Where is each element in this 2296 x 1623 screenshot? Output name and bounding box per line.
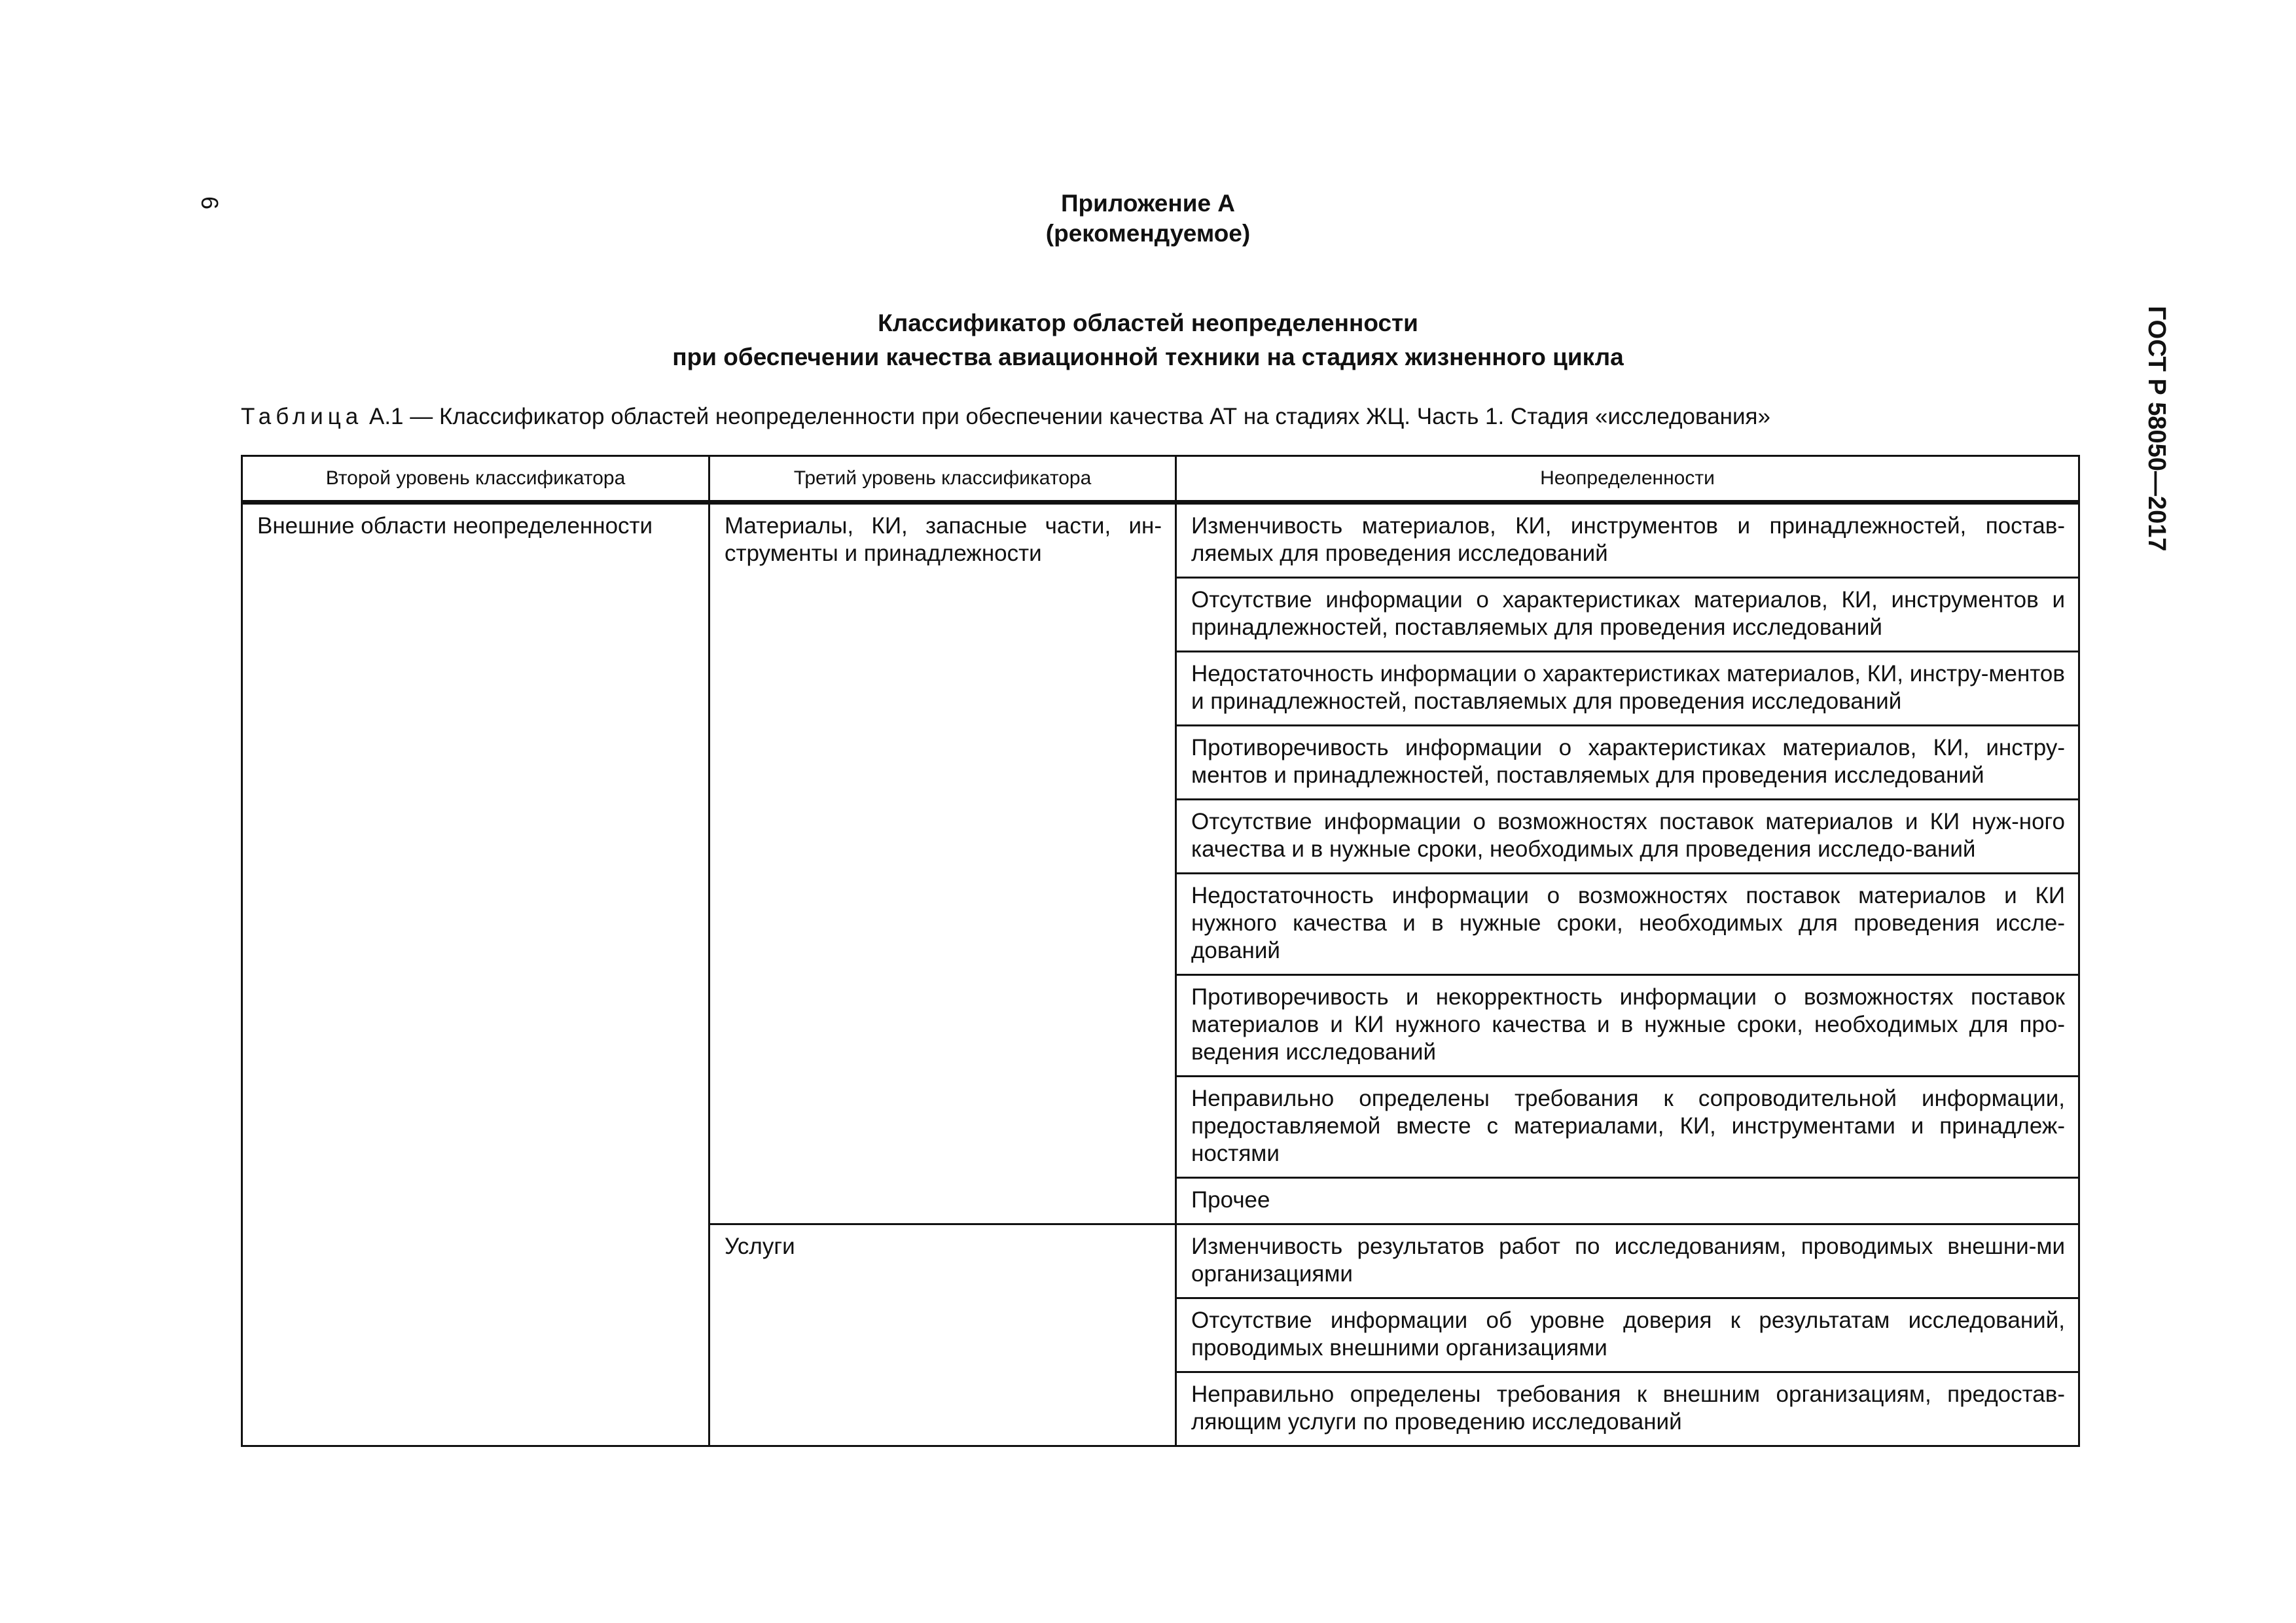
page-number: 6 — [196, 196, 223, 210]
uncertainty-cell: Неправильно определены требования к сопроводительной информации, предоставляемой вместе с материалами, КИ, инструментами и принадлеж-ностями — [1176, 1077, 2079, 1178]
uncertainty-cell: Противоречивость информации о характеристиках материалов, КИ, инстру-ментов и принадлежностей, поставляемых для проведения исследований — [1176, 726, 2079, 800]
uncertainty-cell: Отсутствие информации о характеристиках материалов, КИ, инструментов и принадлежностей, поставляемых для проведения исследований — [1176, 578, 2079, 652]
uncertainty-cell: Недостаточность информации о характеристиках материалов, КИ, инстру-ментов и принадлежностей, поставляемых для проведения исследований — [1176, 652, 2079, 726]
level3-cell: Услуги — [709, 1224, 1176, 1446]
table-row — [242, 503, 2079, 578]
main-title-line-2: при обеспечении качества авиационной техники на стадиях жизненного цикла — [672, 344, 1624, 370]
uncertainty-cell: Противоречивость и некорректность информации о возможностях поставок материалов и КИ нужного качества и в нужные сроки, необходимых для про-ведения исследований — [1176, 975, 2079, 1077]
column-header: Третий уровень классификатора — [709, 456, 1176, 503]
main-title — [0, 306, 2296, 374]
classifier-table — [241, 455, 2080, 1447]
uncertainty-cell: Изменчивость результатов работ по исследованиям, проводимых внешни-ми организациями — [1176, 1224, 2079, 1298]
table-caption-label: Таблица — [241, 404, 363, 429]
table-caption-text: А.1 — Классификатор областей неопределенности при обеспечении качества АТ на стадиях ЖЦ. Часть 1. Стадия «исследования» — [368, 404, 1770, 429]
uncertainty-cell: Изменчивость материалов, КИ, инструментов и принадлежностей, постав-ляемых для проведения исследований — [1176, 503, 2079, 578]
table-header-row — [242, 456, 2079, 503]
document-code: ГОСТ Р 58050—2017 — [2143, 306, 2170, 552]
column-header: Второй уровень классификатора — [242, 456, 709, 503]
uncertainty-cell: Неправильно определены требования к внешним организациям, предостав-ляющим услуги по проведению исследований — [1176, 1372, 2079, 1446]
uncertainty-cell: Отсутствие информации о возможностях поставок материалов и КИ нуж-ного качества и в нужные сроки, необходимых для проведения исследо-ваний — [1176, 800, 2079, 874]
level2-cell: Внешние области неопределенности — [242, 503, 709, 1446]
level3-cell: Материалы, КИ, запасные части, ин-струменты и принадлежности — [709, 503, 1176, 1224]
uncertainty-cell: Отсутствие информации об уровне доверия к результатам исследований, проводимых внешними организациями — [1176, 1298, 2079, 1372]
appendix-title: Приложение А — [1060, 190, 1236, 217]
appendix-subtitle: (рекомендуемое) — [1045, 220, 1251, 247]
uncertainty-cell: Недостаточность информации о возможностях поставок материалов и КИ нужного качества и в нужные сроки, необходимых для проведения иссле-дований — [1176, 874, 2079, 975]
column-header: Неопределенности — [1176, 456, 2079, 503]
main-title-line-1: Классификатор областей неопределенности — [878, 310, 1418, 336]
table-caption — [241, 402, 1770, 431]
uncertainty-cell: Прочее — [1176, 1178, 2079, 1224]
